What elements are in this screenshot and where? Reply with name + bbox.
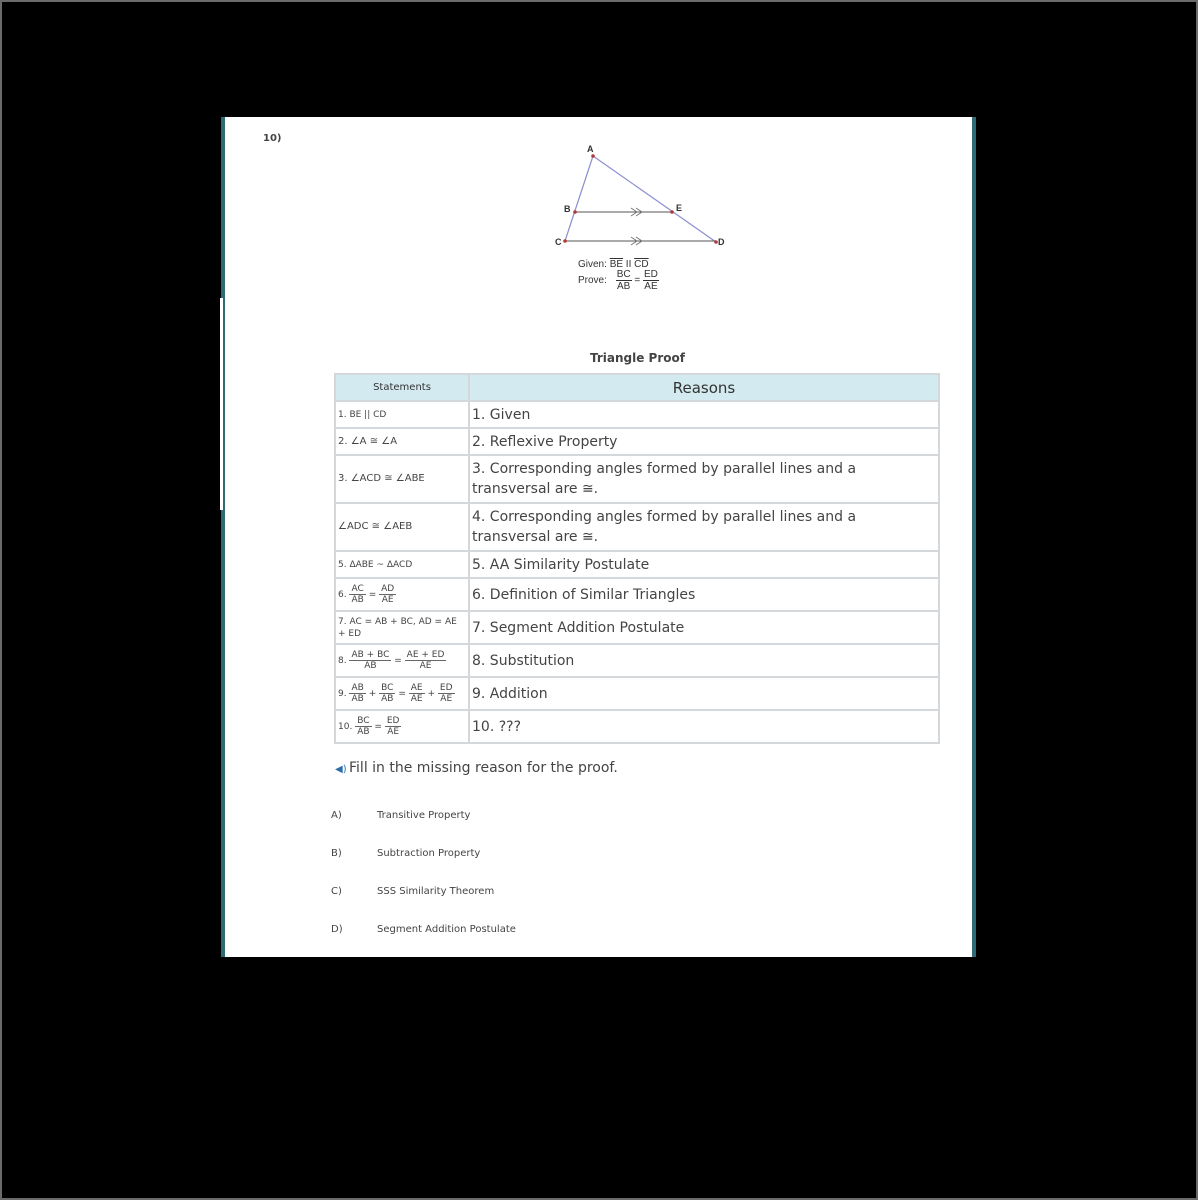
choice-letter: C) [331,886,342,897]
fraction: $\frac{BC}{AB}$ [381,683,394,704]
triangle-diagram [545,137,745,252]
fraction: $\frac{ED}{AE}$ [386,716,400,737]
prove-label: Prove: [578,275,607,286]
statement-5: 5. ΔABE ~ ΔACD [335,551,469,578]
table-title: Triangle Proof [590,351,685,365]
prove-line [578,269,659,292]
point-a [591,154,595,158]
segment-ac [565,156,593,241]
speaker-icon[interactable]: ◀) [335,764,347,775]
choice-b[interactable] [331,848,480,859]
table-row [335,677,939,710]
statement-7: 7. AC = AB + BC, AD = AE + ED [335,611,469,644]
given-sep: II [623,259,635,270]
reason-9: 9. Addition [469,677,939,710]
table-row [335,710,939,743]
fraction: $\frac{AB + BC}{AB}$ [351,650,390,671]
choice-letter: A) [331,810,342,821]
fraction: $\frac{AD}{AE}$ [381,584,395,605]
given-segment-be: $\overline{BE}$ [609,259,624,270]
choice-text: Transitive Property [377,810,471,821]
table-row [335,611,939,644]
question-prompt [335,760,618,776]
choice-a[interactable] [331,810,470,821]
label-a: A [587,144,594,154]
reason-8: 8. Substitution [469,644,939,677]
reasons-header: Reasons [469,374,939,401]
table-row [335,503,939,551]
label-d: D [718,237,725,247]
table-row [335,551,939,578]
page-edge-highlight [220,298,223,510]
statement-9: 9. $\frac{AB}{AB}$ + $\frac{BC}{AB}$ = $\frac{AE}{AE}$ + $\frac{ED}{AE}$ [335,677,469,710]
point-c [563,239,567,243]
choice-d[interactable] [331,924,516,935]
worksheet-page [221,117,976,957]
choice-text: SSS Similarity Theorem [377,886,495,897]
fraction: $\frac{ED}{AE}$ [439,683,453,704]
proof-table [334,373,940,744]
table-row [335,455,939,503]
reason-5: 5. AA Similarity Postulate [469,551,939,578]
label-b: B [564,204,571,214]
label-e: E [676,203,683,213]
point-e [670,210,674,214]
statement-2: 2. ∠A ≅ ∠A [335,428,469,455]
label-c: C [555,237,562,247]
table-header-row [335,374,939,401]
reason-7: 7. Segment Addition Postulate [469,611,939,644]
statement-10: 10. $\frac{BC}{AB}$ = $\frac{ED}{AE}$ [335,710,469,743]
choice-c[interactable] [331,886,494,897]
table-row [335,578,939,611]
table-row [335,401,939,428]
statement-3: 3. ∠ACD ≅ ∠ABE [335,455,469,503]
given-label: Given: [578,259,607,270]
reason-1: 1. Given [469,401,939,428]
fraction: $\frac{AE}{AE}$ [410,683,423,704]
statement-1: 1. BE || CD [335,401,469,428]
segment-ad [593,156,716,242]
statement-4: ∠ADC ≅ ∠AEB [335,503,469,551]
given-segment-cd: $\overline{CD}$ [634,259,649,270]
reason-10: 10. ??? [469,710,939,743]
table-row [335,428,939,455]
table-row [335,644,939,677]
prompt-text: Fill in the missing reason for the proof. [349,760,618,776]
statement-8: 8. $\frac{AB + BC}{AB}$ = $\frac{AE + ED}{AE}$ [335,644,469,677]
choice-text: Subtraction Property [377,848,481,859]
fraction: $\frac{AB}{AB}$ [351,683,364,704]
reason-3: 3. Corresponding angles formed by parallel lines and a transversal are ≅. [469,455,939,503]
prove-fraction-left: $\frac{BC}{AB}$ [616,269,631,292]
statement-6: 6. $\frac{AC}{AB}$ = $\frac{AD}{AE}$ [335,578,469,611]
prove-equals: = [634,275,641,286]
fraction: $\frac{AC}{AB}$ [351,584,364,605]
reason-2: 2. Reflexive Property [469,428,939,455]
choice-text: Segment Addition Postulate [377,924,516,935]
choice-letter: B) [331,848,342,859]
prove-fraction-right: $\frac{ED}{AE}$ [644,269,658,292]
fraction: $\frac{BC}{AB}$ [357,716,370,737]
reason-4: 4. Corresponding angles formed by parallel lines and a transversal are ≅. [469,503,939,551]
choice-letter: D) [331,924,343,935]
question-number: 10) [263,133,282,144]
fraction: $\frac{AE + ED}{AE}$ [406,650,445,671]
point-b [573,210,577,214]
statements-header: Statements [335,374,469,401]
reason-6: 6. Definition of Similar Triangles [469,578,939,611]
